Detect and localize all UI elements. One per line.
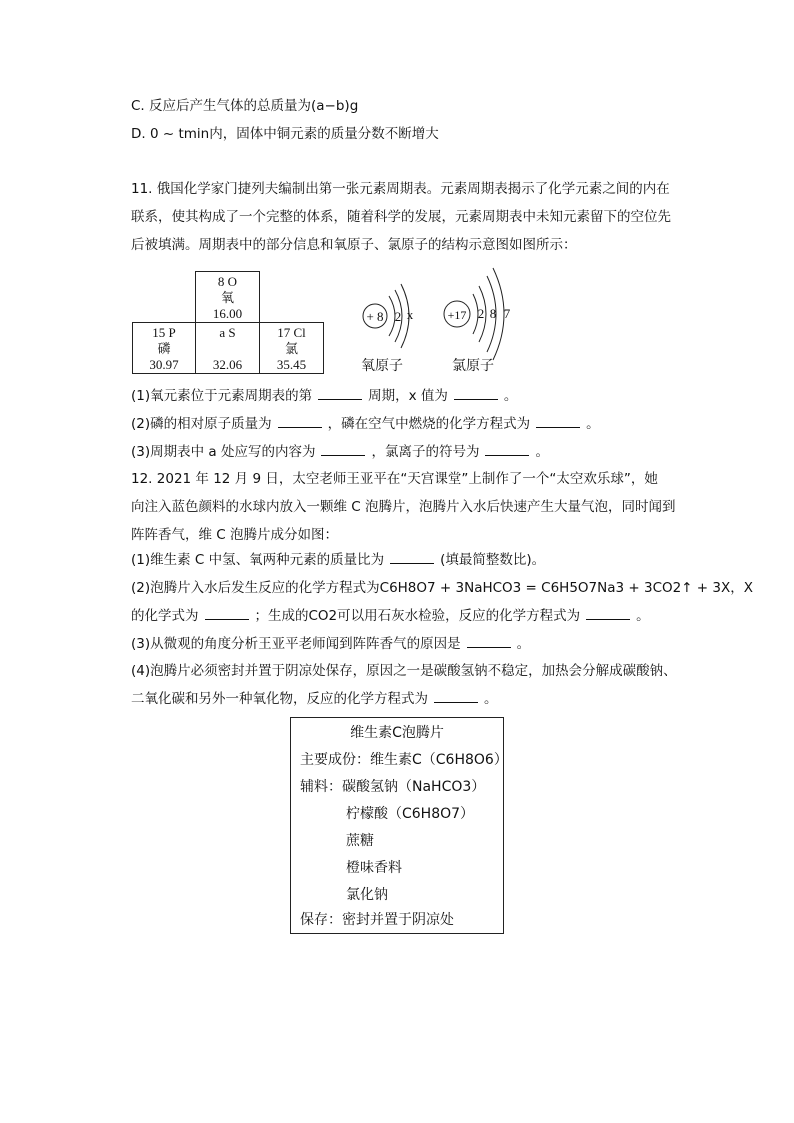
sulfur-empty bbox=[196, 341, 259, 357]
q12-subq-4-line-1: (4)泡腾片必须密封并置于阴凉处保存，原因之一是碳酸氢钠不稳定，加热会分解成碳酸钠、 bbox=[131, 663, 677, 679]
oxygen-nucleus: + 8 bbox=[366, 309, 384, 324]
q11-3-text-c: 。 bbox=[535, 444, 549, 460]
info-sucrose: 蔗糖 bbox=[346, 833, 374, 849]
chlorine-shell-3: 7 bbox=[503, 306, 511, 321]
q12-2-equation: 6H8O7 + 3NaHCO3 = C6H5O7Na3 + 3CO2↑ + 3X，X bbox=[389, 580, 753, 596]
q12-2-text-d: 。 bbox=[636, 608, 650, 624]
q11-1-text-a: (1)氧元素位于元素周期表的第 bbox=[131, 388, 313, 404]
info-storage: 保存：密封并置于阴凉处 bbox=[300, 912, 454, 928]
q11-2-text-b: ，磷在空气中燃烧的化学方程式为 bbox=[327, 416, 531, 432]
q12-subq-2-line-1 bbox=[131, 578, 753, 598]
info-title: 维生素C泡腾片 bbox=[350, 725, 444, 741]
q12-subq-3 bbox=[131, 634, 530, 654]
q12-intro-line-2: 向注入蓝色颜料的水球内放入一颗维 C 泡腾片，泡腾片入水后快速产生大量气泡，同时闻到 bbox=[131, 499, 676, 515]
q11-3-text-a: (3)周期表中 a 处应写的内容为 bbox=[131, 444, 316, 460]
oxygen-atom-label: 氧原子 bbox=[361, 358, 403, 374]
q12-2-text-a: (2)泡腾片入水后发生反应的化学方程式为C bbox=[131, 580, 390, 596]
q12-1-text-a: (1)维生素 C 中氢、氧两种元素的质量比为 bbox=[131, 552, 385, 568]
answer-blank[interactable] bbox=[434, 690, 478, 703]
chlorine-name: 氯 bbox=[284, 341, 298, 356]
cell-chlorine bbox=[259, 322, 324, 374]
q11-subq-1 bbox=[131, 386, 517, 406]
cell-sulfur bbox=[195, 322, 260, 374]
answer-blank[interactable] bbox=[278, 415, 322, 428]
answer-blank[interactable] bbox=[318, 387, 362, 400]
oxygen-atom-diagram bbox=[363, 284, 414, 348]
chlorine-mass: 35.45 bbox=[276, 357, 307, 372]
info-sodium-chloride: 氯化钠 bbox=[346, 887, 388, 903]
info-orange-flavor: 橙味香料 bbox=[346, 860, 402, 876]
q12-2-text-c: ；生成的CO2可以用石灰水检验，反应的化学方程式为 bbox=[254, 608, 581, 624]
phosphorus-name: 磷 bbox=[157, 341, 171, 356]
cell-phosphorus bbox=[132, 322, 196, 374]
phosphorus-number: 15 P bbox=[152, 325, 176, 340]
q12-1-text-b: (填最简整数比)。 bbox=[440, 552, 546, 568]
chlorine-atom-diagram bbox=[444, 268, 511, 360]
chlorine-atom-label: 氯原子 bbox=[452, 358, 494, 374]
answer-blank[interactable] bbox=[586, 607, 630, 620]
vitamin-c-info-box bbox=[290, 717, 508, 934]
q11-intro-line-1: 11. 俄国化学家门捷列夫编制出第一张元素周期表。元素周期表揭示了化学元素之间的内在 bbox=[131, 181, 670, 197]
answer-blank[interactable] bbox=[205, 607, 249, 620]
answer-blank[interactable] bbox=[467, 635, 511, 648]
oxygen-shell-1: 2 bbox=[394, 309, 402, 324]
q11-intro-line-3: 后被填满。周期表中的部分信息和氧原子、氯原子的结构示意图如图所示： bbox=[131, 237, 577, 253]
chlorine-nucleus: +17 bbox=[447, 308, 467, 322]
q11-2-text-a: (2)磷的相对原子质量为 bbox=[131, 416, 272, 432]
oxygen-shell-2: x bbox=[406, 307, 414, 322]
chlorine-shell-2: 8 bbox=[489, 306, 497, 321]
q11-subq-3 bbox=[131, 442, 549, 462]
q12-3-text-b: 。 bbox=[516, 636, 531, 652]
info-main-ingredient: 主要成份：维生素C（C6H8O6） bbox=[300, 752, 508, 768]
q12-subq-4-line-2 bbox=[131, 689, 498, 709]
q11-3-text-b: ，氯离子的符号为 bbox=[371, 444, 480, 460]
q11-1-text-b: 周期，x 值为 bbox=[368, 388, 448, 404]
q11-intro-line-2: 联系，使其构成了一个完整的体系，随着科学的发展，元素周期表中未知元素留下的空位先 bbox=[131, 209, 671, 225]
sulfur-row: a S bbox=[219, 325, 236, 340]
q11-1-text-c: 。 bbox=[503, 388, 518, 404]
q11-2-text-c: 。 bbox=[586, 416, 600, 432]
q12-4-text-c: 。 bbox=[484, 691, 498, 707]
q12-3-text-a: (3)从微观的角度分析王亚平老师闻到阵阵香气的原因是 bbox=[131, 636, 461, 652]
q12-intro-line-3: 阵阵香气，维 C 泡腾片成分如图： bbox=[131, 527, 339, 543]
sulfur-mass: 32.06 bbox=[212, 357, 243, 372]
info-auxiliary: 辅料：碳酸氢钠（NaHCO3） bbox=[300, 779, 486, 795]
q12-intro-line-1: 12. 2021 年 12 月 9 日，太空老师王亚平在“天宫课堂”上制作了一个“太空欢乐球”，她 bbox=[131, 471, 658, 487]
q12-2-text-b: 的化学式为 bbox=[131, 608, 199, 624]
option-c: C. 反应后产生气体的总质量为(a−b)g bbox=[131, 98, 359, 114]
cell-oxygen bbox=[195, 271, 260, 323]
q12-4-text-b: 二氧化碳和另外一种氧化物，反应的化学方程式为 bbox=[131, 691, 428, 707]
answer-blank[interactable] bbox=[454, 387, 498, 400]
option-d: D. 0 ~ tmin内，固体中铜元素的质量分数不断增大 bbox=[131, 126, 439, 142]
answer-blank[interactable] bbox=[321, 443, 365, 456]
oxygen-mass: 16.00 bbox=[212, 306, 243, 321]
chlorine-shell-1: 2 bbox=[477, 306, 485, 321]
oxygen-name: 氧 bbox=[220, 290, 234, 305]
answer-blank[interactable] bbox=[390, 551, 434, 564]
q12-subq-2-line-2 bbox=[131, 606, 650, 626]
chlorine-number: 17 Cl bbox=[277, 325, 306, 340]
q12-subq-1 bbox=[131, 550, 545, 570]
oxygen-number: 8 O bbox=[217, 274, 238, 289]
phosphorus-mass: 30.97 bbox=[149, 357, 179, 372]
answer-blank[interactable] bbox=[536, 415, 580, 428]
info-citric-acid: 柠檬酸（C6H8O7） bbox=[346, 806, 475, 822]
q11-subq-2 bbox=[131, 414, 600, 434]
answer-blank[interactable] bbox=[485, 443, 529, 456]
